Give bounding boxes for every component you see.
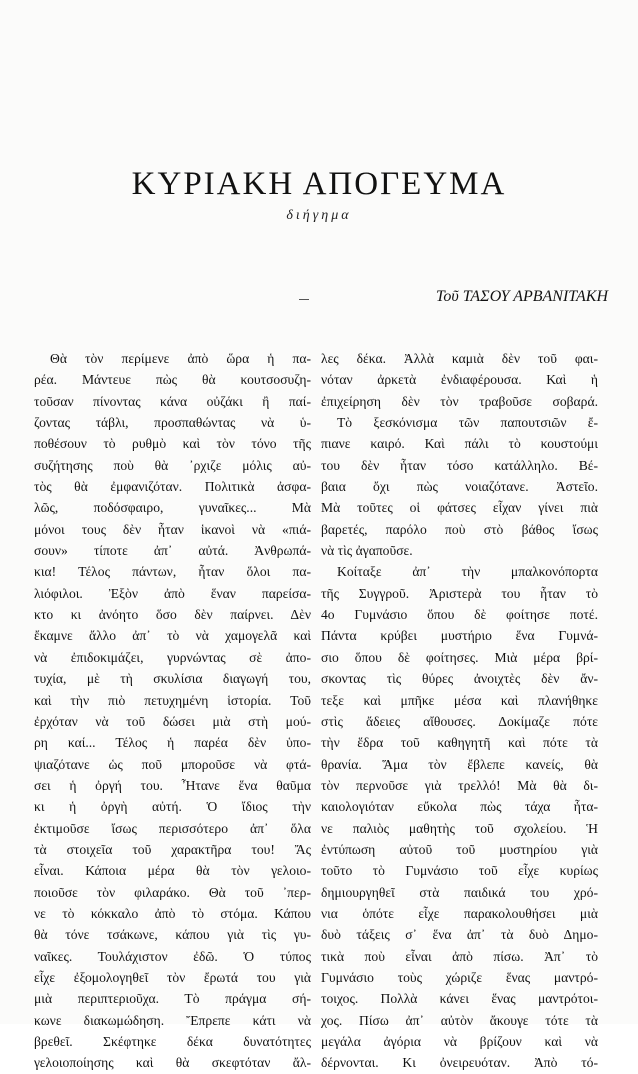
text-line: τὸς θὰ ἐμφανιζόταν. Πολιτικὰ ἀσφα- (34, 479, 311, 495)
text-line: τοιχος. Πολλὰ κάνει ἕνας μαντρότοι- (321, 991, 598, 1007)
text-line: ναῖκες. Τουλάχιστον ἐδῶ. Ὁ τύπος (34, 948, 311, 964)
text-line: σιο ὅπου δὲ φοίτησες. Μιὰ μέρα βρί- (321, 649, 598, 665)
text-line: τὴν ἕδρα τοῦ καθηγητῆ καὶ πότε τὰ (321, 735, 598, 751)
text-line: δέρνονται. Κι ὀνειρευόταν. Ἀπὸ τό- (321, 1055, 598, 1071)
author-dash (299, 299, 309, 300)
text-line: ἐντύπωση αὐτοῦ τοῦ μυστηρίου γιὰ (321, 841, 598, 857)
text-line: βρεθεῖ. Σκέφτηκε δέκα δυνατότητες (34, 1034, 311, 1049)
text-line: μεγάλα ἀγόρια νὰ βρίζουν καὶ νὰ (321, 1034, 598, 1049)
text-line: δημιουργηθεῖ στὰ παιδικά του χρό- (321, 884, 598, 900)
text-line: τοῦτο τὸ Γυμνάσιο τοῦ εἶχε κυρίως (321, 863, 598, 879)
text-line: ζοντας τάβλι, προσπαθώντας νὰ ὑ- (34, 415, 311, 431)
text-line: εἶναι. Κάποια μέρα θὰ τὸν γελοιο- (34, 863, 311, 879)
text-line: τὸν περνοῦσε γιὰ τρελλό! Μὰ θὰ δι- (321, 777, 598, 793)
text-line: 4ο Γυμνάσιο ὅπου δὲ φοίτησε ποτέ. (321, 607, 598, 623)
text-line: συζήτησης ποὺ θὰ ᾽ρχιζε μόλις αὐ- (34, 457, 311, 473)
text-line: τὰ στοιχεῖα τοῦ χαρακτῆρα του! Ἄς (34, 841, 311, 857)
text-line: νε τὸ κόκκαλο ἀπὸ τὸ στόμα. Κάπου (34, 905, 311, 921)
text-line: λες δέκα. Ἀλλὰ καμιὰ δὲν τοῦ φαι- (321, 351, 598, 366)
text-line: θὰ τόνε τσάκωνε, κάπου γιὰ τὶς γυ- (34, 927, 311, 943)
text-line: ψιαζότανε ὡς ποῦ μποροῦσε νὰ φτά- (34, 756, 311, 772)
story-title: ΚΥΡΙΑΚΗ ΑΠΟΓΕΥΜΑ (131, 166, 507, 202)
text-line: Θὰ τὸν περίμενε ἀπὸ ὥρα ἡ πα- (50, 351, 311, 366)
text-line: Γυμνάσιο τοὺς χώριζε ἕνας μαντρό- (321, 969, 598, 985)
text-line: ἐρχόταν νὰ τοῦ δώσει μιὰ στὴ μού- (34, 713, 311, 729)
text-line: ρέα. Μάντευε πὼς θὰ κουτσοσυζη- (34, 372, 311, 388)
text-line: νια ὁπότε εἶχε παρακολουθήσει μιὰ (321, 905, 598, 921)
text-line: ἐκτιμοῦσε ἴσως περισσότερο ἀπ᾽ ὅλα (34, 820, 311, 836)
text-line: Κοίταξε ἀπ᾽ τὴν μπαλκονόπορτα (337, 564, 598, 580)
text-line: κι ἡ ὀργὴ αὐτή. Ὁ ἴδιος τὴν (34, 799, 311, 815)
text-line: νε παλιὸς μαθητὴς τοῦ σχολείου. Ἡ (321, 820, 598, 836)
left-text-column (34, 348, 311, 1074)
text-line: τοῦσαν πίνοντας κάνα οὐζάκι ἢ παί- (34, 393, 311, 409)
text-line: καὶ τὴν πιὸ πετυχημένη ἱστορία. Τοῦ (34, 692, 311, 708)
text-line: σουν» τίποτε ἀπ᾽ αὐτά. Ἀνθρωπά- (34, 543, 311, 559)
story-genre-subtitle: διήγημα (286, 208, 352, 223)
text-line: κτο κι ἀνόητο ὅσο δὲν παίρνει. Δὲν (34, 607, 311, 623)
text-line: πιανε καιρό. Καὶ πάλι τὸ κουστούμι (321, 436, 598, 452)
text-line: ἐπιχείρηση δὲν τὸν τραβοῦσε σοβαρά. (321, 393, 598, 409)
text-line: νόταν ἀρκετὰ ἐνδιαφέρουσα. Καὶ ἡ (321, 372, 598, 388)
text-line: Μὰ τοῦτες οἱ φάτσες εἶχαν γίνει πιὰ (321, 500, 598, 516)
text-line: δυὸ τάξεις σ᾽ ἕνα ἀπ᾽ τὰ δυὸ Δημο- (321, 927, 598, 943)
text-line: Πάντα κρύβει μυστήριο ἕνα Γυμνά- (321, 628, 598, 644)
text-line: ἔκαμνε ἄλλο ἀπ᾽ τὸ νὰ χαμογελᾶ καὶ (34, 628, 311, 644)
text-line: λιόφιλοι. Ἐξὸν ἀπὸ ἕναν παρείσα- (34, 585, 311, 601)
text-line: χος. Πίσω ἀπ᾽ αὐτὸν ἄκουγε τότε τὰ (321, 1012, 598, 1028)
text-line: νὰ τὶς ἀγαποῦσε. (321, 543, 413, 559)
text-line: βαια ὄχι πὼς νοιαζότανε. Ἀστεῖο. (321, 479, 598, 495)
text-line: ρη καί... Τέλος ἡ παρέα δὲν ὑπο- (34, 735, 311, 751)
text-line: τυχία, μὲ τὴ σκυλίσια διαγωγή του, (34, 671, 311, 687)
text-line: ποιοῦσε τὸν φιλαράκο. Θὰ τοῦ ᾽περ- (34, 884, 311, 900)
text-line: εἶχε ἐξομολογηθεῖ τὸν ἔρωτά του γιὰ (34, 969, 311, 985)
text-line: μόνοι τους δὲν ἦταν ἱκανοὶ νὰ «πιά- (34, 521, 311, 537)
text-line: σκοντας τὶς θύρες ἀνοιχτὲς δὲν ἄν- (321, 671, 598, 687)
text-line: του δὲν ἦταν τόσο κατάλληλο. Βέ- (321, 457, 598, 473)
text-line: τικὰ ποὺ εἶναι ἀπὸ πίσω. Ἀπ᾽ τὸ (321, 948, 598, 964)
text-line: κωνε διακωμώδηση. Ἔπρεπε κάτι νὰ (34, 1012, 311, 1028)
text-line: βαρετές, παρόλο ποὺ στὸ βάθος ἴσως (321, 521, 598, 537)
author-byline: Τοῦ ΤΑΣΟΥ ΑΡΒΑΝΙΤΑΚΗ (435, 288, 608, 305)
text-line: νὰ ἐπιδοκιμάζει, γυρνώντας σὲ ἀπο- (34, 649, 311, 665)
text-line: θρανία. Ἅμα τὸν ἔβλεπε κανείς, θὰ (321, 756, 598, 772)
text-line: μιὰ περιπτεριοῦχα. Τὸ πράγμα σή- (34, 991, 311, 1007)
text-line: τεξε καὶ μπῆκε μέσα καὶ πλανήθηκε (321, 692, 598, 708)
text-line: τῆς Συγγροῦ. Ἀριστερὰ του ἦταν τὸ (321, 585, 598, 601)
right-text-column (321, 348, 598, 1074)
text-line: κια! Τέλος πάντων, ἦταν ὅλοι πα- (34, 564, 311, 580)
text-line: στὶς ἄδειες αἴθουσες. Δοκίμαζε πότε (321, 713, 598, 729)
text-line: ποθέσουν τὸ ρυθμὸ καὶ τὸν τόνο τῆς (34, 436, 311, 452)
text-line: λῶς, ποδόσφαιρο, γυναῖκες... Μὰ (34, 500, 311, 516)
text-line: σει ἡ ὀργή του. Ἦτανε ἕνα θαῦμα (34, 777, 311, 793)
text-line: Τὸ ξεσκόνισμα τῶν παπουτσιῶν ἔ- (337, 415, 598, 431)
text-line: γελοιοποίησης καὶ θὰ σκεφτόταν ἄλ- (34, 1055, 311, 1071)
text-line: καιολογιόταν εὔκολα πὼς τάχα ἦτα- (321, 799, 598, 815)
